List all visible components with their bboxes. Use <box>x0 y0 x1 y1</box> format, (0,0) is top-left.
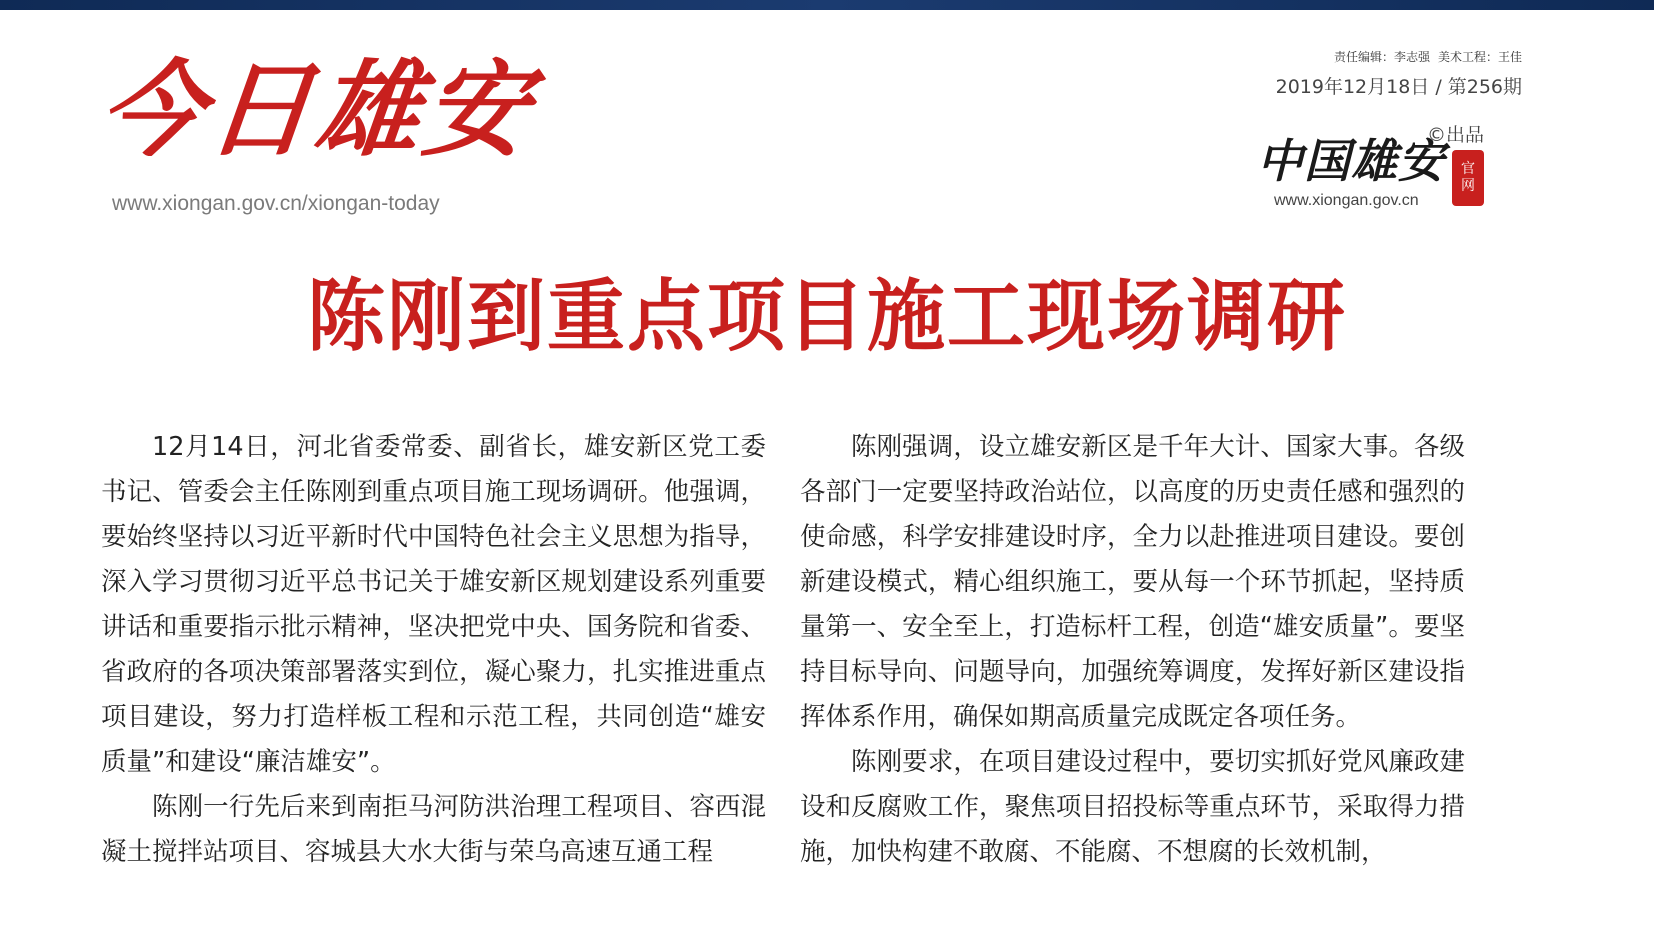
article-paragraph: 12月14日，河北省委常委、副省长，雄安新区党工委书记、管委会主任陈刚到重点项目施工现场调研。他强调，要始终坚持以习近平新时代中国特色社会主义思想为指导，深入学习贯彻习近平总书记关于雄安新区规划建设系列重要讲话和重要指示批示精神，坚决把党中央、国务院和省委、省政府的各项决策部署落实到位，凝心聚力，扎实推进重点项目建设，努力打造样板工程和示范工程，共同创造“雄安质量”和建设“廉洁雄安”。 <box>101 432 766 777</box>
masthead-url[interactable]: www.xiongan.gov.cn/xiongan-today <box>112 192 440 215</box>
masthead-title: 今日雄安 <box>93 48 539 171</box>
article-paragraph: 陈刚一行先后来到南拒马河防洪治理工程项目、容西混凝土搅拌站项目、容城县大水大街与荣乌高速互通工程 <box>101 792 766 867</box>
art-label: 美术工程：王佳 <box>1437 50 1522 64</box>
article-column-right <box>800 425 1465 875</box>
seal-char-bottom: 网 <box>1461 178 1475 194</box>
official-seal-icon <box>1452 150 1484 206</box>
issue-date: 2019年12月18日 <box>1275 76 1430 98</box>
brand-logo[interactable]: 中国雄安 <box>1257 134 1445 188</box>
editor-label: 责任编辑：李志强 <box>1333 50 1430 64</box>
article-column-left <box>101 425 766 875</box>
issue-number: 第256期 <box>1447 76 1522 98</box>
producer-label: ©出品 <box>1426 124 1484 146</box>
editor-credits <box>1326 48 1522 65</box>
article-paragraph: 陈刚强调，设立雄安新区是千年大计、国家大事。各级各部门一定要坚持政治站位，以高度的历史责任感和强烈的使命感，科学安排建设时序，全力以赴推进项目建设。要创新建设模式，精心组织施工，要从每一个环节抓起，坚持质量第一、安全至上，打造标杆工程，创造“雄安质量”。要坚持目标导向、问题导向，加强统筹调度，发挥好新区建设指挥体系作用，确保如期高质量完成既定各项任务。 <box>800 432 1465 732</box>
article-headline: 陈刚到重点项目施工现场调研 <box>306 271 1347 362</box>
date-separator: / <box>1435 76 1442 98</box>
seal-char-top: 官 <box>1461 160 1475 177</box>
article-paragraph: 陈刚要求，在项目建设过程中，要切实抓好党风廉政建设和反腐败工作，聚焦项目招投标等重点环节，采取得力措施，加快构建不敢腐、不能腐、不想腐的长效机制， <box>800 747 1465 867</box>
issue-date-line <box>1276 72 1522 99</box>
brand-url[interactable]: www.xiongan.gov.cn <box>1274 192 1419 209</box>
top-banner-bar <box>0 0 1654 10</box>
